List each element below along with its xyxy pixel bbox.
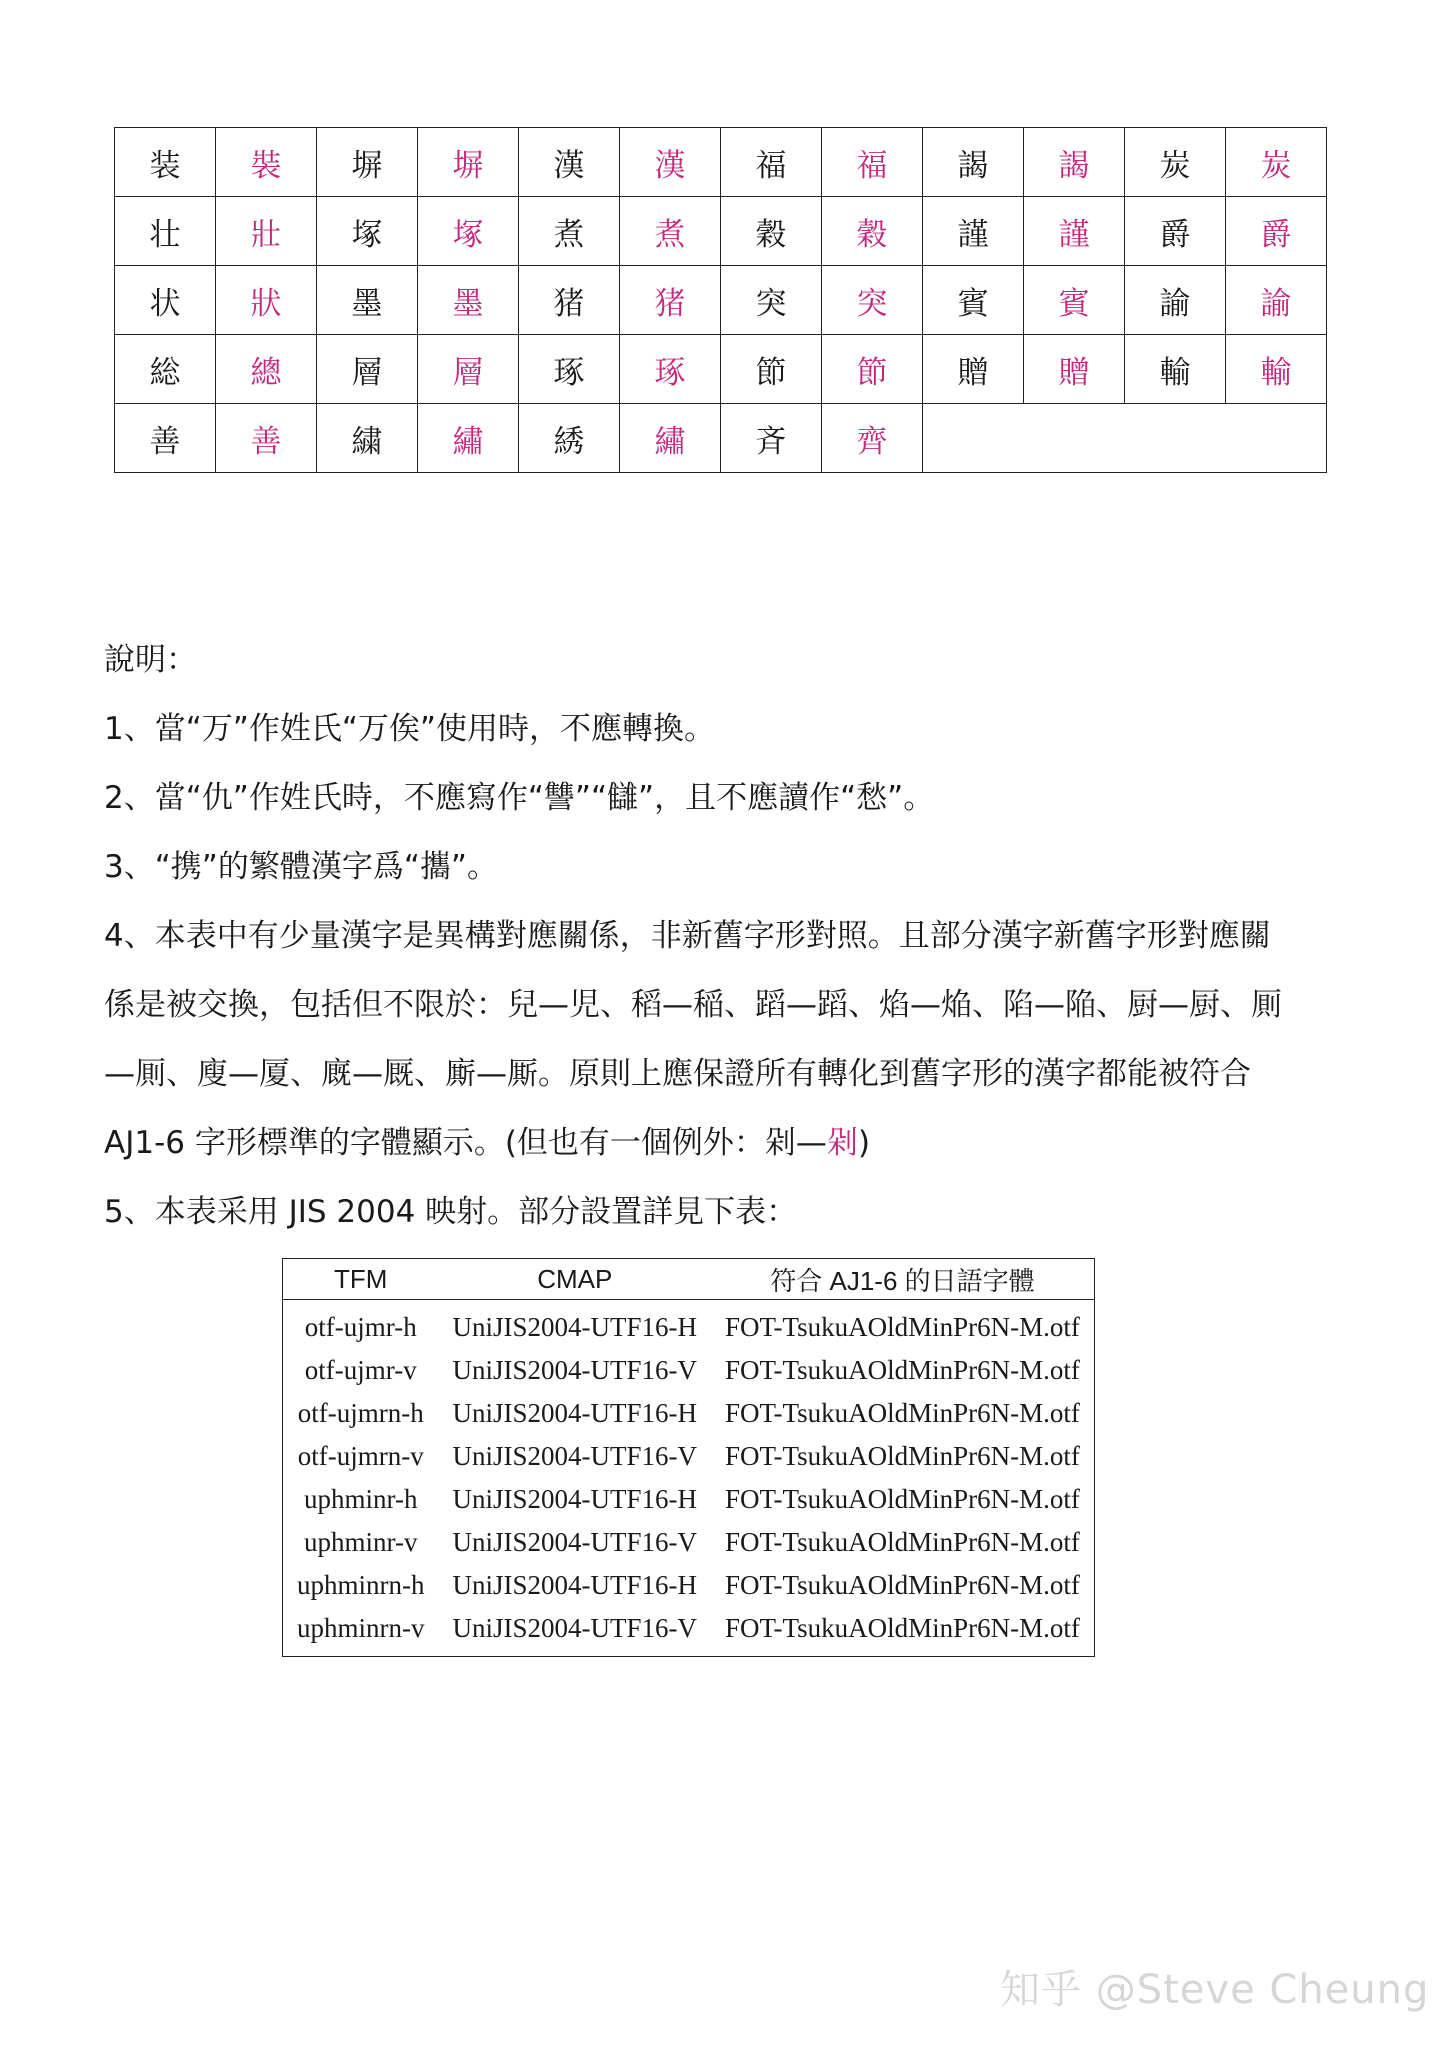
tfm-cell: uphminr-v: [304, 1527, 418, 1557]
old-form-cell: 賓: [1024, 266, 1125, 335]
mapping-row: [283, 1435, 1095, 1478]
char-table-row: [115, 128, 1327, 197]
new-form-cell: 斉: [721, 404, 822, 473]
mapping-header-row: [283, 1259, 1095, 1300]
new-form-cell: 謁: [923, 128, 1024, 197]
old-form-cell: 諭: [1226, 266, 1327, 335]
note-item-1: 1、當“万”作姓氏“万俟”使用時，不應轉換。: [104, 711, 715, 747]
cmap-cell: UniJIS2004-UTF16-V: [452, 1613, 698, 1643]
old-form-cell: 塀: [418, 128, 519, 197]
new-form-cell: 繍: [317, 404, 418, 473]
new-form-cell: 塚: [317, 197, 418, 266]
watermark: 知乎 @Steve Cheung: [1000, 1967, 1430, 2013]
font-cell: FOT-TsukuAOldMinPr6N-M.otf: [725, 1355, 1080, 1385]
note-item-4-line-2: 係是被交換，包括但不限於：兒—児、稻—稲、蹈—蹈、焰—焔、陷—陥、厨—厨、厠: [104, 987, 1282, 1023]
mapping-row: [283, 1300, 1095, 1350]
old-form-cell: 福: [822, 128, 923, 197]
new-form-cell: 装: [115, 128, 216, 197]
old-form-cell: 層: [418, 335, 519, 404]
old-form-cell: 琢: [620, 335, 721, 404]
tfm-cell: uphminrn-h: [297, 1570, 425, 1600]
old-form-cell: 煮: [620, 197, 721, 266]
tfm-cell: uphminr-h: [304, 1484, 418, 1514]
font-cell: FOT-TsukuAOldMinPr6N-M.otf: [725, 1527, 1080, 1557]
note-item-4-old-form: 剁: [826, 1125, 858, 1161]
font-cell: FOT-TsukuAOldMinPr6N-M.otf: [725, 1484, 1080, 1514]
note-item-4-line-1: 4、本表中有少量漢字是異構對應關係，非新舊字形對照。且部分漢字新舊字形對應關: [104, 918, 1271, 954]
char-table-row: [115, 335, 1327, 404]
new-form-cell: 琢: [519, 335, 620, 404]
new-form-cell: 塀: [317, 128, 418, 197]
header-font: 符合 AJ1-6 的日語字體: [711, 1259, 1094, 1300]
empty-cell: [923, 404, 1327, 473]
new-form-cell: 贈: [923, 335, 1024, 404]
cmap-cell: UniJIS2004-UTF16-V: [452, 1527, 698, 1557]
note-item-3: 3、“携”的繁體漢字爲“攜”。: [104, 849, 498, 885]
cmap-cell: UniJIS2004-UTF16-V: [452, 1355, 698, 1385]
header-tfm: TFM: [283, 1259, 439, 1300]
old-form-cell: 節: [822, 335, 923, 404]
new-form-cell: 漢: [519, 128, 620, 197]
cmap-cell: UniJIS2004-UTF16-H: [452, 1484, 698, 1514]
old-form-cell: 繡: [418, 404, 519, 473]
notes-heading: 說明：: [104, 642, 197, 678]
char-table-row: [115, 404, 1327, 473]
header-cmap: CMAP: [439, 1259, 712, 1300]
new-form-cell: 爵: [1125, 197, 1226, 266]
old-form-cell: 繡: [620, 404, 721, 473]
new-form-cell: 善: [115, 404, 216, 473]
new-form-cell: 諭: [1125, 266, 1226, 335]
tfm-cell: otf-ujmr-v: [304, 1355, 417, 1385]
old-form-cell: 塚: [418, 197, 519, 266]
old-form-cell: 爵: [1226, 197, 1327, 266]
notes-section: [104, 626, 1340, 1247]
new-form-cell: 謹: [923, 197, 1024, 266]
new-form-cell: 状: [115, 266, 216, 335]
char-table-row: [115, 197, 1327, 266]
old-form-cell: 總: [216, 335, 317, 404]
cmap-cell: UniJIS2004-UTF16-H: [452, 1398, 698, 1428]
old-form-cell: 突: [822, 266, 923, 335]
old-form-cell: 贈: [1024, 335, 1125, 404]
old-form-cell: 善: [216, 404, 317, 473]
note-item-4-close: ): [857, 1125, 871, 1161]
font-cell: FOT-TsukuAOldMinPr6N-M.otf: [725, 1441, 1080, 1471]
old-form-cell: 穀: [822, 197, 923, 266]
mapping-row: [283, 1521, 1095, 1564]
new-form-cell: 層: [317, 335, 418, 404]
font-cell: FOT-TsukuAOldMinPr6N-M.otf: [725, 1398, 1080, 1428]
char-table-row: [115, 266, 1327, 335]
old-form-cell: 謹: [1024, 197, 1125, 266]
old-form-cell: 炭: [1226, 128, 1327, 197]
font-mapping-table: [282, 1258, 1095, 1657]
old-form-cell: 輸: [1226, 335, 1327, 404]
new-form-cell: 輸: [1125, 335, 1226, 404]
mapping-row: [283, 1478, 1095, 1521]
old-form-cell: 齊: [822, 404, 923, 473]
new-form-cell: 綉: [519, 404, 620, 473]
new-form-cell: 煮: [519, 197, 620, 266]
font-cell: FOT-TsukuAOldMinPr6N-M.otf: [725, 1312, 1080, 1342]
note-item-4-text: AJ1-6 字形標準的字體顯示。(但也有一個例外：剁—: [104, 1125, 827, 1161]
old-form-cell: 墨: [418, 266, 519, 335]
note-item-4-line-4: [104, 1109, 1340, 1178]
new-form-cell: 福: [721, 128, 822, 197]
mapping-row: [283, 1607, 1095, 1657]
new-form-cell: 壮: [115, 197, 216, 266]
note-item-5: 5、本表采用 JIS 2004 映射。部分設置詳見下表：: [104, 1194, 798, 1230]
old-form-cell: 謁: [1024, 128, 1125, 197]
old-form-cell: 壯: [216, 197, 317, 266]
new-form-cell: 総: [115, 335, 216, 404]
cmap-cell: UniJIS2004-UTF16-H: [452, 1312, 698, 1342]
tfm-cell: uphminrn-v: [297, 1613, 425, 1643]
old-form-cell: 漢: [620, 128, 721, 197]
new-form-cell: 穀: [721, 197, 822, 266]
mapping-row: [283, 1349, 1095, 1392]
character-comparison-table: [114, 127, 1327, 473]
new-form-cell: 墨: [317, 266, 418, 335]
old-form-cell: 狀: [216, 266, 317, 335]
new-form-cell: 突: [721, 266, 822, 335]
old-form-cell: 裝: [216, 128, 317, 197]
note-item-4-line-3: —厠、廋—厦、廐—厩、廝—厮。原則上應保證所有轉化到舊字形的漢字都能被符合: [104, 1056, 1251, 1092]
font-cell: FOT-TsukuAOldMinPr6N-M.otf: [725, 1570, 1080, 1600]
new-form-cell: 節: [721, 335, 822, 404]
note-item-2: 2、當“仇”作姓氏時，不應寫作“讐”“讎”，且不應讀作“愁”。: [104, 780, 935, 816]
font-cell: FOT-TsukuAOldMinPr6N-M.otf: [725, 1613, 1080, 1643]
cmap-cell: UniJIS2004-UTF16-H: [452, 1570, 698, 1600]
new-form-cell: 炭: [1125, 128, 1226, 197]
tfm-cell: otf-ujmr-h: [304, 1312, 417, 1342]
old-form-cell: 猪: [620, 266, 721, 335]
mapping-row: [283, 1564, 1095, 1607]
tfm-cell: otf-ujmrn-v: [297, 1441, 424, 1471]
tfm-cell: otf-ujmrn-h: [297, 1398, 424, 1428]
mapping-row: [283, 1392, 1095, 1435]
new-form-cell: 賓: [923, 266, 1024, 335]
new-form-cell: 猪: [519, 266, 620, 335]
cmap-cell: UniJIS2004-UTF16-V: [452, 1441, 698, 1471]
